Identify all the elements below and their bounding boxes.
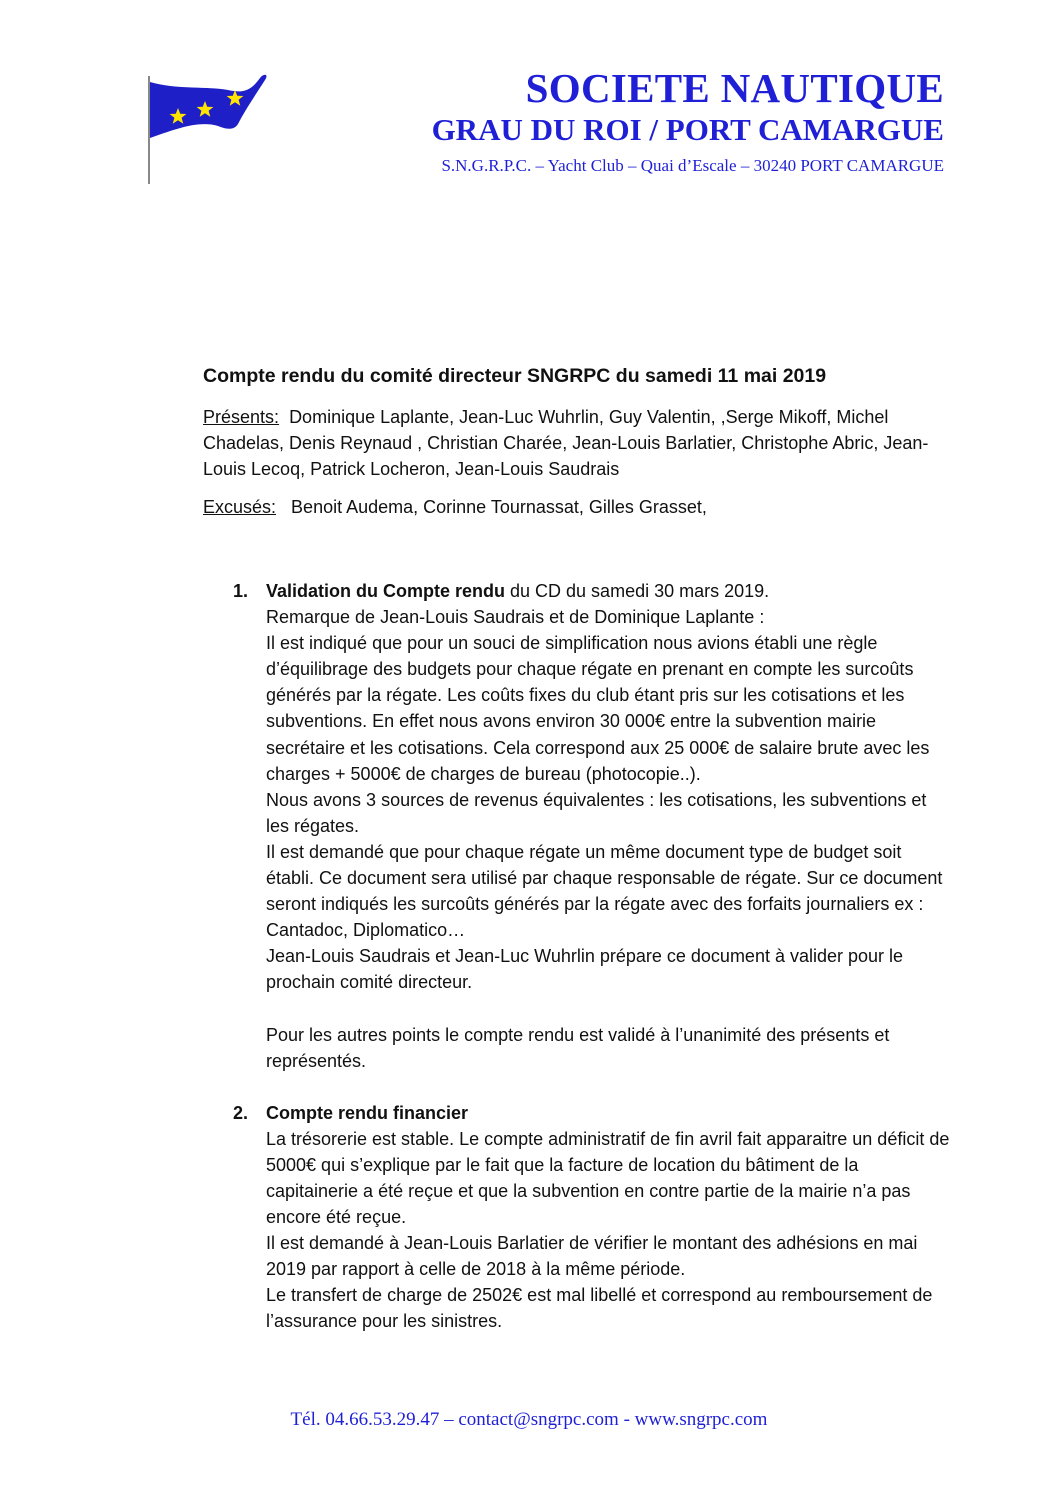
spacer	[266, 996, 953, 1022]
agenda-items	[233, 578, 953, 1361]
item-closing: Pour les autres points le compte rendu est validé à l’unanimité des présents et représentés.	[266, 1024, 890, 1071]
club-address: S.N.G.R.P.C. – Yacht Club – Quai d’Escale – 30240 PORT CAMARGUE	[441, 156, 944, 175]
item-paragraph: Jean-Louis Saudrais et Jean-Luc Wuhrlin prépare ce document à valider pour le prochain comité directeur.	[266, 946, 904, 993]
club-location: GRAU DU ROI / PORT CAMARGUE	[431, 112, 944, 147]
item-number: 1.	[233, 581, 249, 601]
item-number: 2.	[233, 1102, 249, 1123]
item-paragraph: La trésorerie est stable. Le compte administratif de fin avril fait apparaitre un déficit de 5000€ qui s’explique par le fait que la facture de location du bâtiment de la capitainerie a été reçue et que la subvention en contre partie de la mairie n’a pas encore été reçue.	[266, 1128, 950, 1228]
excuses-label: Excusés:	[203, 497, 277, 517]
presents-list: Dominique Laplante, Jean-Luc Wuhrlin, Guy Valentin, ,Serge Mikoff, Michel Chadelas, Denis Reynaud , Christian Charée, Jean-Louis Barlatier, Christophe Abric, Jean-Louis Lecoq, Patrick Locheron, Jean-Louis Saudrais	[203, 407, 929, 479]
item-heading-rest: du CD du samedi 30 mars 2019.	[505, 581, 770, 601]
document-title: Compte rendu du comité directeur SNGRPC du samedi 11 mai 2019	[203, 365, 827, 387]
document-header	[203, 362, 943, 520]
presents-line	[203, 404, 943, 482]
item-paragraph: Il est demandé que pour chaque régate un même document type de budget soit établi. Ce document sera utilisé par chaque responsable de régate. Sur ce document seront indiqués les surcoûts générés par la régate avec des forfaits journaliers ex : Cantadoc, Diplomatico…	[266, 841, 943, 941]
item-paragraph: Remarque de Jean-Louis Saudrais et de Dominique Laplante :	[266, 607, 765, 628]
item-paragraph: Le transfert de charge de 2502€ est mal libellé et correspond au remboursement de l’assurance pour les sinistres.	[266, 1285, 933, 1332]
excuses-list: Benoit Audema, Corinne Tournassat, Gilles Grasset,	[291, 497, 707, 517]
excuses-line	[203, 494, 943, 520]
footer-contact: Tél. 04.66.53.29.47 – contact@sngrpc.com - www.sngrpc.com	[290, 1409, 768, 1430]
agenda-item	[233, 1100, 953, 1335]
letterhead	[432, 66, 944, 176]
item-heading-line	[266, 578, 953, 604]
agenda-item	[233, 578, 953, 1074]
flag-with-stars-icon	[138, 68, 274, 186]
presents-label: Présents:	[203, 407, 280, 427]
item-paragraph: Il est indiqué que pour un souci de simplification nous avions établi une règle d’équilibrage des budgets pour chaque régate en prenant en compte les surcoûts générés par la régate. Les coûts fixes du club étant pris sur les cotisations et les subventions. En effet nous avons environ 30 000€ entre la subvention mairie secrétaire et les cotisations. Cela correspond aux 25 000€ de salaire brute avec les charges + 5000€ de charges de bureau (photocopie..).	[266, 633, 930, 784]
item-heading: Validation du Compte rendu	[266, 581, 506, 601]
item-paragraph: Il est demandé à Jean-Louis Barlatier de vérifier le montant des adhésions en mai 2019 par rapport à celle de 2018 à la même période.	[266, 1233, 918, 1280]
club-name: SOCIETE NAUTIQUE	[525, 65, 944, 111]
item-paragraph: Nous avons 3 sources de revenus équivalentes : les cotisations, les subventions et les régates.	[266, 789, 927, 836]
item-heading: Compte rendu financier	[266, 1102, 469, 1123]
